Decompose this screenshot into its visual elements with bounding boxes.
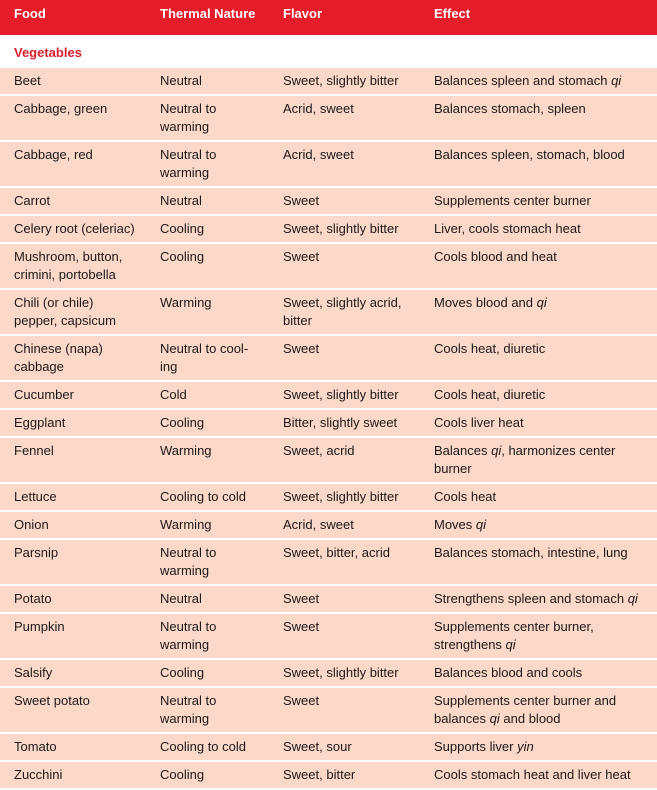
header-flavor: Flavor — [269, 0, 420, 35]
cell-effect: Balances stomach, spleen — [420, 95, 657, 141]
cell-thermal-nature: Warming — [146, 511, 269, 539]
cell-effect: Balances qi, harmonizes center burner — [420, 437, 657, 483]
cell-effect: Balances spleen, stomach, blood — [420, 141, 657, 187]
cell-thermal-nature: Neutral — [146, 68, 269, 96]
table-row — [0, 68, 657, 96]
cell-food: Lettuce — [0, 483, 146, 511]
cell-flavor: Sweet — [269, 243, 420, 289]
cell-food: Sweet potato — [0, 687, 146, 733]
cell-thermal-nature: Neutral to cool-ing — [146, 335, 269, 381]
cell-food: Eggplant — [0, 409, 146, 437]
cell-effect: Cools blood and heat — [420, 243, 657, 289]
cell-food: Chinese (napa) cabbage — [0, 335, 146, 381]
cell-effect: Cools heat — [420, 483, 657, 511]
cell-thermal-nature: Neutral to warming — [146, 613, 269, 659]
cell-flavor: Acrid, sweet — [269, 141, 420, 187]
table-row — [0, 437, 657, 483]
cell-effect: Cools heat, diuretic — [420, 381, 657, 409]
cell-flavor: Sweet, acrid — [269, 437, 420, 483]
cell-effect: Moves blood and qi — [420, 289, 657, 335]
cell-food: Fennel — [0, 437, 146, 483]
table-header-row — [0, 0, 657, 35]
table-row — [0, 141, 657, 187]
table-row — [0, 335, 657, 381]
header-food: Food — [0, 0, 146, 35]
cell-thermal-nature: Cooling — [146, 659, 269, 687]
cell-thermal-nature: Cooling — [146, 409, 269, 437]
table-row — [0, 687, 657, 733]
cell-food: Tomato — [0, 733, 146, 761]
cell-flavor: Sweet — [269, 585, 420, 613]
cell-flavor: Sweet, slightly acrid, bitter — [269, 289, 420, 335]
cell-flavor: Sweet — [269, 687, 420, 733]
table-row — [0, 659, 657, 687]
cell-food: Chili (or chile) pepper, capsicum — [0, 289, 146, 335]
cell-effect: Liver, cools stomach heat — [420, 215, 657, 243]
cell-thermal-nature: Cooling — [146, 761, 269, 789]
table-row — [0, 381, 657, 409]
cell-flavor: Sweet, sour — [269, 733, 420, 761]
table-row — [0, 215, 657, 243]
cell-effect: Balances spleen and stomach qi — [420, 68, 657, 96]
table-row — [0, 95, 657, 141]
cell-food: Mushroom, button, crimini, portobella — [0, 243, 146, 289]
cell-food: Pumpkin — [0, 613, 146, 659]
cell-flavor: Sweet, bitter — [269, 761, 420, 789]
cell-flavor: Sweet, bitter, acrid — [269, 539, 420, 585]
cell-effect: Cools heat, diuretic — [420, 335, 657, 381]
cell-thermal-nature: Neutral to warming — [146, 687, 269, 733]
cell-effect: Cools stomach heat and liver heat — [420, 761, 657, 789]
cell-effect: Supplements center burner, strengthens qi — [420, 613, 657, 659]
table-row — [0, 289, 657, 335]
table-row — [0, 613, 657, 659]
cell-thermal-nature: Cold — [146, 381, 269, 409]
cell-flavor: Sweet — [269, 613, 420, 659]
cell-food: Beet — [0, 68, 146, 96]
cell-food: Cucumber — [0, 381, 146, 409]
cell-thermal-nature: Cooling to cold — [146, 483, 269, 511]
cell-thermal-nature: Neutral to warming — [146, 141, 269, 187]
table-row — [0, 511, 657, 539]
cell-thermal-nature: Cooling — [146, 215, 269, 243]
cell-effect: Cools liver heat — [420, 409, 657, 437]
cell-food: Carrot — [0, 187, 146, 215]
cell-flavor: Sweet, slightly bitter — [269, 68, 420, 96]
table-row — [0, 243, 657, 289]
section-row — [0, 35, 657, 68]
cell-food: Potato — [0, 585, 146, 613]
cell-food: Cabbage, red — [0, 141, 146, 187]
cell-food: Celery root (celeriac) — [0, 215, 146, 243]
cell-effect: Supplements center burner and balances qi and blood — [420, 687, 657, 733]
header-effect: Effect — [420, 0, 657, 35]
cell-effect: Supplements center burner — [420, 187, 657, 215]
cell-effect: Balances stomach, intestine, lung — [420, 539, 657, 585]
cell-flavor: Sweet, slightly bitter — [269, 381, 420, 409]
table-row — [0, 187, 657, 215]
cell-thermal-nature: Neutral — [146, 187, 269, 215]
cell-thermal-nature: Neutral to warming — [146, 539, 269, 585]
header-thermal-nature: Thermal Nature — [146, 0, 269, 35]
section-title-vegetables: Vegetables — [0, 35, 657, 68]
cell-thermal-nature: Cooling to cold — [146, 733, 269, 761]
cell-flavor: Acrid, sweet — [269, 511, 420, 539]
table-row — [0, 733, 657, 761]
cell-food: Zucchini — [0, 761, 146, 789]
cell-flavor: Acrid, sweet — [269, 95, 420, 141]
cell-flavor: Sweet — [269, 335, 420, 381]
cell-thermal-nature: Cooling — [146, 243, 269, 289]
cell-flavor: Sweet, slightly bitter — [269, 215, 420, 243]
cell-effect: Balances blood and cools — [420, 659, 657, 687]
table-row — [0, 585, 657, 613]
table-row — [0, 409, 657, 437]
cell-food: Parsnip — [0, 539, 146, 585]
cell-flavor: Sweet — [269, 187, 420, 215]
cell-thermal-nature: Neutral — [146, 585, 269, 613]
table-row — [0, 483, 657, 511]
cell-thermal-nature: Warming — [146, 437, 269, 483]
cell-effect: Strengthens spleen and stomach qi — [420, 585, 657, 613]
cell-flavor: Bitter, slightly sweet — [269, 409, 420, 437]
cell-flavor: Sweet, slightly bitter — [269, 483, 420, 511]
cell-thermal-nature: Warming — [146, 289, 269, 335]
cell-food: Cabbage, green — [0, 95, 146, 141]
cell-effect: Moves qi — [420, 511, 657, 539]
table-row — [0, 761, 657, 789]
table-body — [0, 35, 657, 789]
cell-effect: Supports liver yin — [420, 733, 657, 761]
table-row — [0, 539, 657, 585]
cell-thermal-nature: Neutral to warming — [146, 95, 269, 141]
cell-food: Onion — [0, 511, 146, 539]
cell-food: Salsify — [0, 659, 146, 687]
cell-flavor: Sweet, slightly bitter — [269, 659, 420, 687]
